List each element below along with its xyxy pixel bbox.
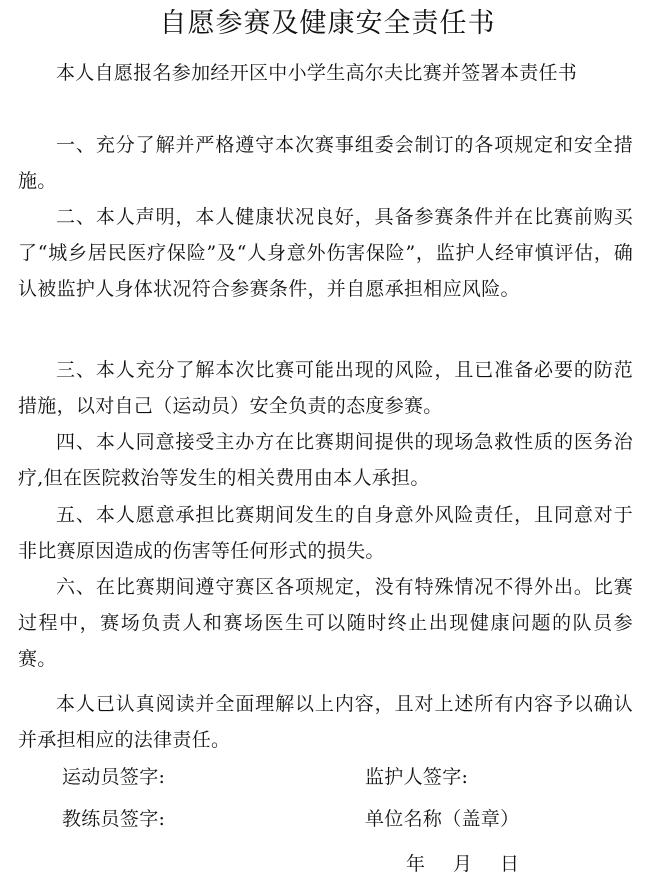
- guardian-signature-label: 监护人签字:: [365, 766, 469, 788]
- clause-6-paragraph: 六、在比赛期间遵守赛区各项规定，没有特殊情况不得外出。比赛过程中，赛场负责人和赛场医生可以随时终止出现健康问题的队员参赛。: [18, 576, 633, 670]
- clause-3-paragraph: 三、本人充分了解本次比赛可能出现的风险，且已准备必要的防范措施，以对自己（运动员）安全负责的态度参赛。: [18, 359, 633, 417]
- clause-5-paragraph: 五、本人愿意承担比赛期间发生的自身意外风险责任，且同意对于非比赛原因造成的伤害等任何形式的损失。: [18, 504, 633, 562]
- coach-signature-label: 教练员签字:: [62, 808, 166, 830]
- intro-paragraph: 本人自愿报名参加经开区中小学生高尔夫比赛并签署本责任书: [56, 62, 578, 84]
- clause-1-paragraph: 一、充分了解并严格遵守本次赛事组委会制订的各项规定和安全措施。: [18, 134, 633, 192]
- document-title: 自愿参赛及健康安全责任书: [159, 8, 496, 39]
- date-line: [406, 846, 519, 882]
- date-year-label: 年: [406, 853, 426, 875]
- athlete-signature-label: 运动员签字:: [62, 766, 166, 788]
- clause-2-paragraph: 二、本人声明，本人健康状况良好，具备参赛条件并在比赛前购买了“城乡居民医疗保险”及“人身意外伤害保险”，监护人经审慎评估，确认被监护人身体状况符合参赛条件，并自愿承担相应风险。: [18, 206, 633, 300]
- clause-4-paragraph: 四、本人同意接受主办方在比赛期间提供的现场急救性质的医务治疗,但在医院救治等发生的相关费用由本人承担。: [18, 431, 633, 489]
- date-month-label: 月: [453, 853, 473, 875]
- confirmation-paragraph: 本人已认真阅读并全面理解以上内容，且对上述所有内容予以确认并承担相应的法律责任。: [18, 693, 633, 751]
- date-day-label: 日: [500, 853, 520, 875]
- unit-seal-label: 单位名称（盖章）: [365, 808, 520, 830]
